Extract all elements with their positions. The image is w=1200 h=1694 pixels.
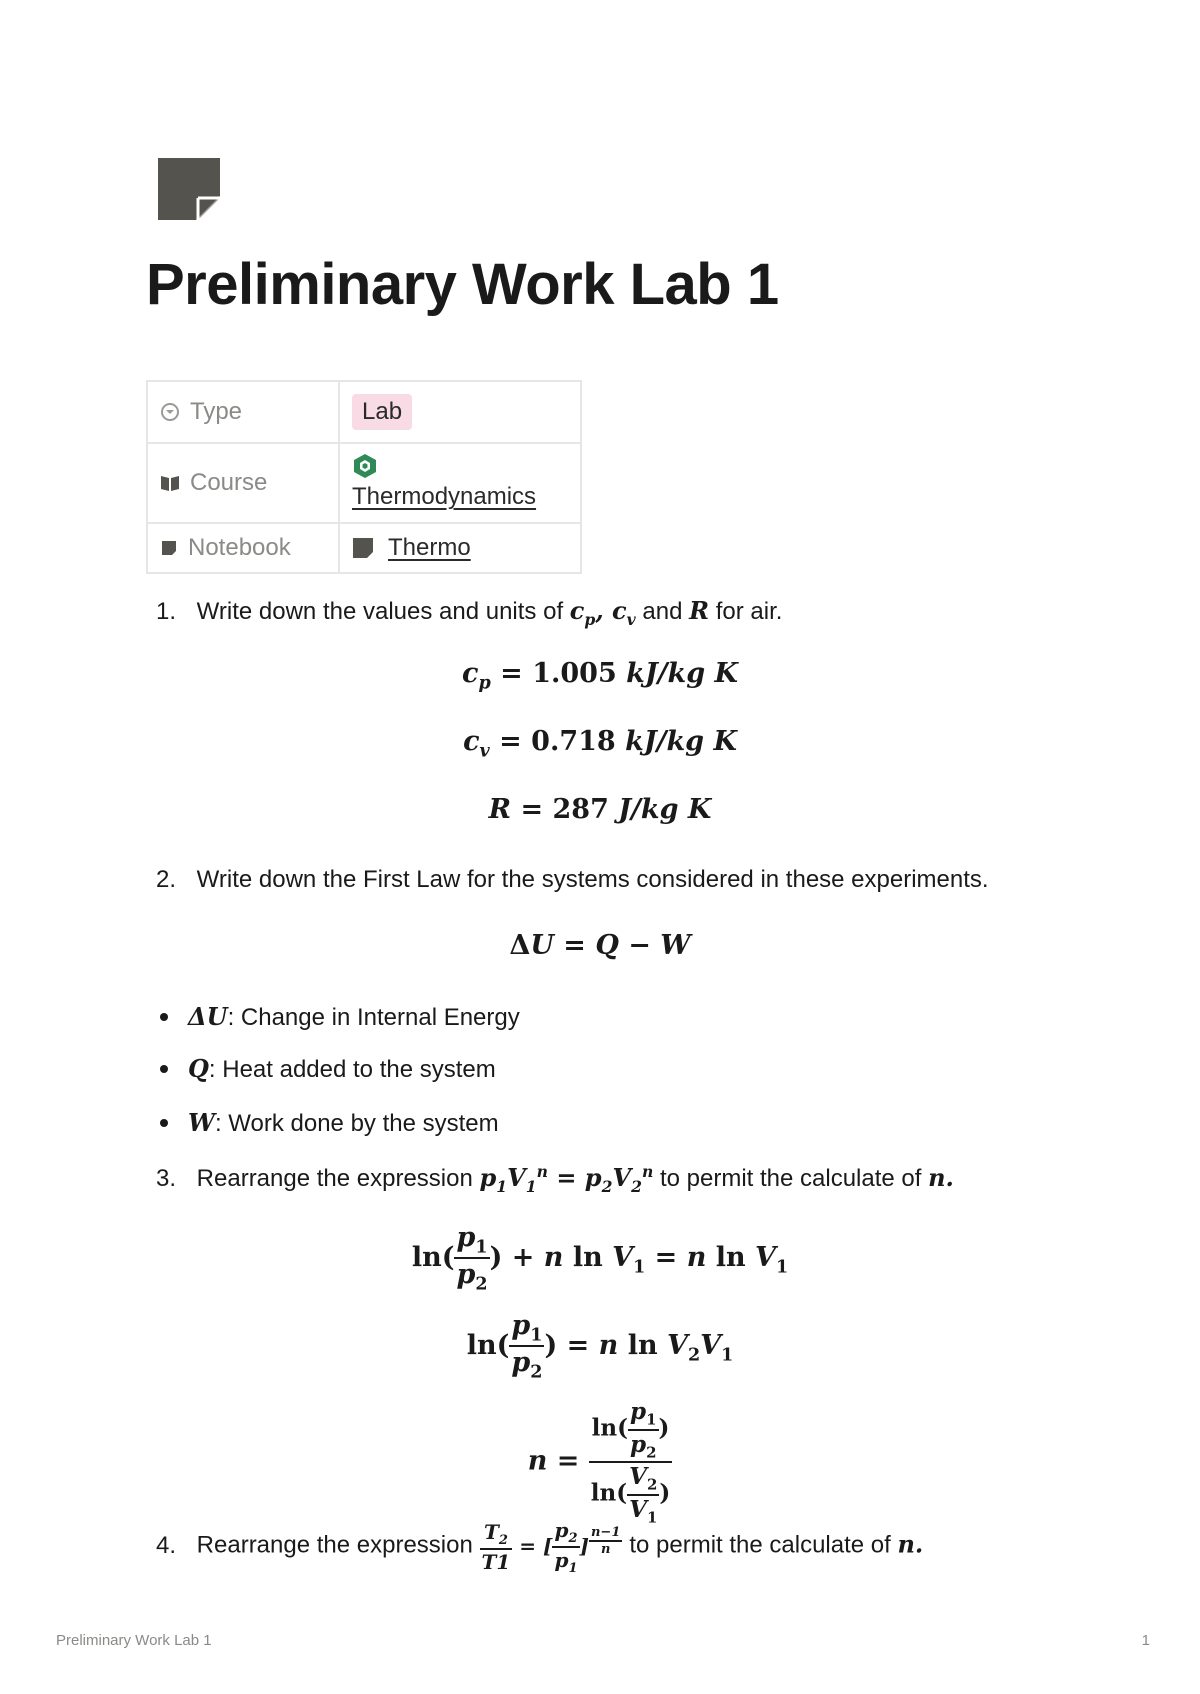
notebook-relation-icon	[160, 539, 178, 557]
property-label-notebook: Notebook	[188, 534, 291, 561]
list-item: ΔU: Change in Internal Energy	[160, 1002, 520, 1032]
property-row-course	[147, 443, 581, 523]
equation-3a: ln( $\frac{p_1}{p_2}$ ) + n $\ln V_1 = n$ $\ln V_1$	[411, 1222, 789, 1295]
question-3: 3. Rearrange the expression $p_1V_1^n = p_2V_2^n$ to permit the calculate of n.	[156, 1162, 954, 1196]
properties-table	[146, 380, 582, 574]
page-note-icon	[158, 158, 220, 220]
equation-3c: n = ln( $\frac{p_1}{p_2}$ ) ln( $\frac{V_2}{V_1}$ )	[527, 1398, 671, 1527]
list-item: W: Work done by the system	[160, 1108, 499, 1138]
question-1: 1. Write down the values and units of $c_p$, $c_v$ and R for air.	[156, 596, 783, 629]
math-cp-cv: $c_p$, $c_v$	[569, 596, 636, 629]
type-tag[interactable]: Lab	[352, 394, 412, 430]
property-row-notebook	[147, 523, 581, 573]
page-title: Preliminary Work Lab 1	[146, 252, 779, 317]
equation-3b: ln( $\frac{p_1}{p_2}$ ) = n $\ln V_2V_1$	[466, 1310, 734, 1383]
question-2: 2. Write down the First Law for the systems considered in these experiments.	[156, 866, 989, 893]
course-hex-icon	[352, 453, 378, 479]
list-item: Q: Heat added to the system	[160, 1054, 496, 1084]
equation-cp: $c_p = 1.005$ kJ/kg K	[462, 658, 738, 694]
property-label-type: Type	[190, 398, 243, 425]
book-icon	[160, 474, 180, 492]
notebook-icon	[352, 537, 374, 559]
question-4: 4. Rearrange the expression $\frac{T_2}{T1}$ = [ $\frac{p_2}{p_1}$ ] $^{\frac{n-1}{n}}$ to permit the calculate of n.	[156, 1518, 924, 1576]
equation-cv: $c_v = 0.718$ kJ/kg K	[463, 726, 737, 762]
property-label-course: Course	[190, 469, 268, 496]
notebook-link[interactable]: Thermo	[388, 534, 471, 561]
page-number: 1	[1141, 1632, 1150, 1649]
property-row-type	[147, 381, 581, 443]
footer-title: Preliminary Work Lab 1	[56, 1632, 212, 1649]
equation-first-law: ΔU = Q − W	[509, 930, 691, 961]
select-property-icon	[160, 402, 180, 422]
equation-R: R = 287 J/kg K	[488, 794, 712, 825]
course-link[interactable]: Thermodynamics	[352, 483, 537, 511]
